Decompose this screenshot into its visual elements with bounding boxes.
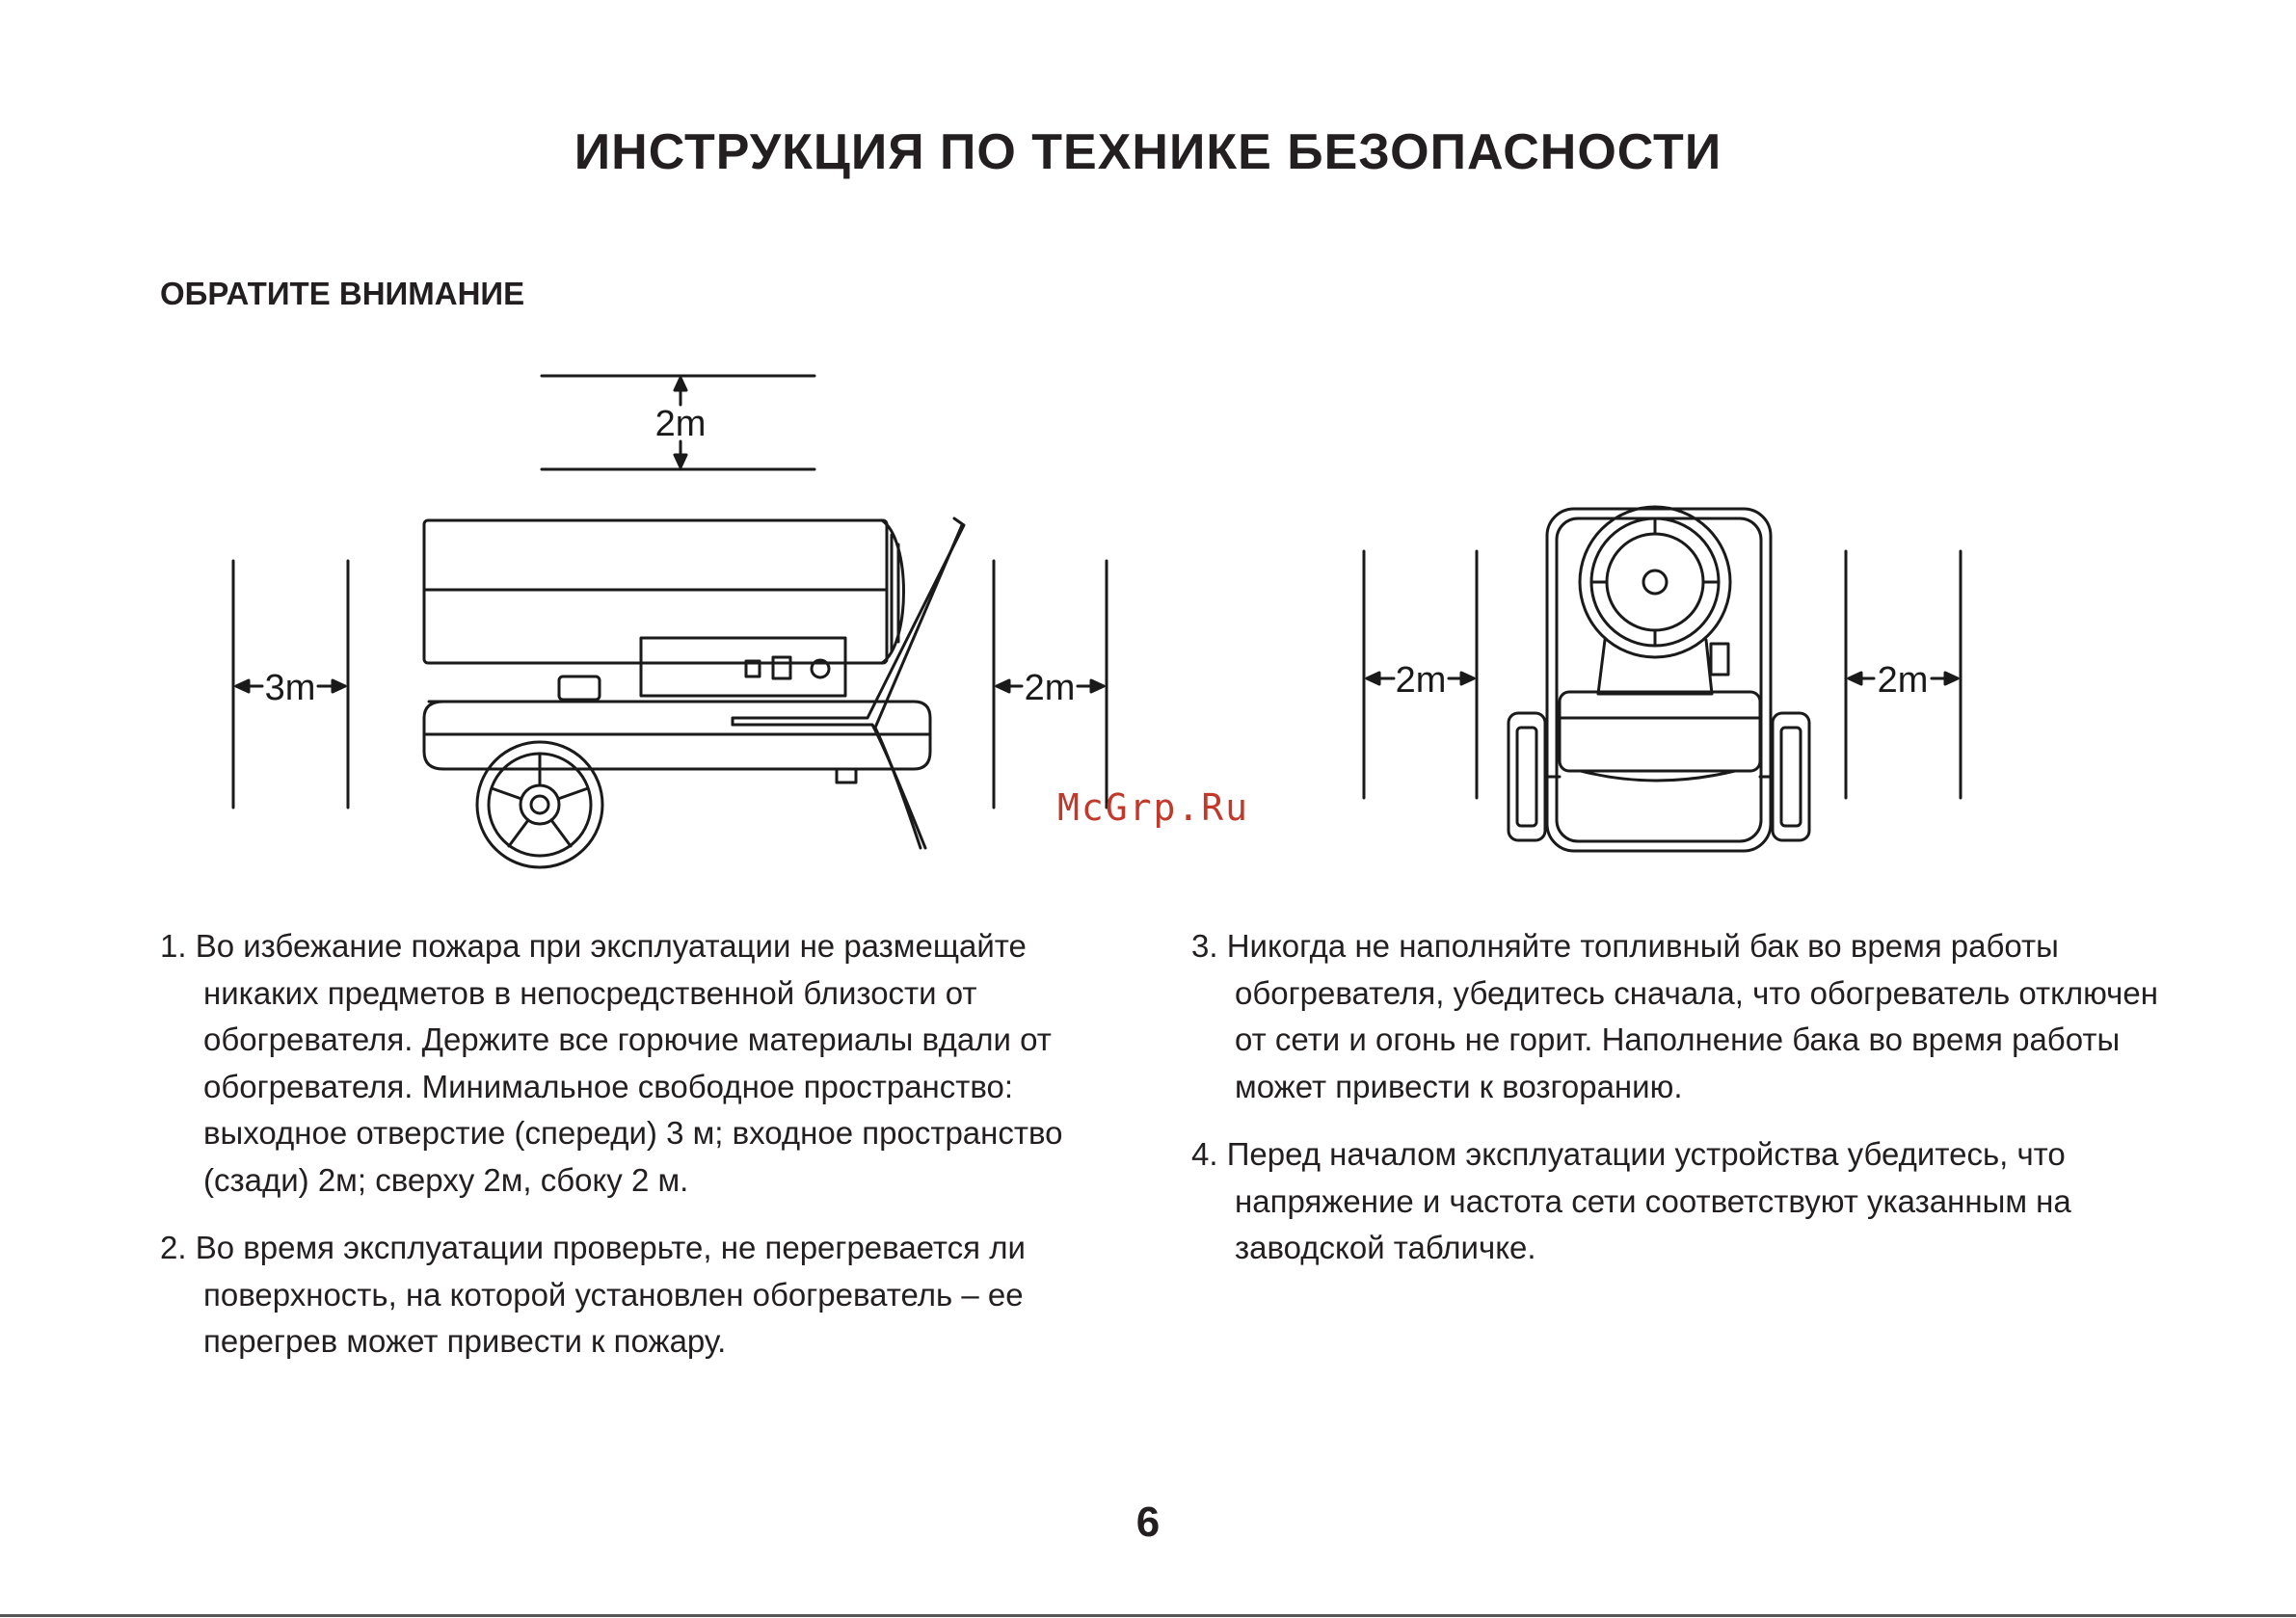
rear-clearance-label: 3m <box>264 668 316 708</box>
instructions-right-column <box>1191 923 2175 1293</box>
page-bottom-border <box>0 1614 2296 1617</box>
watermark: McGrp.Ru <box>1057 786 1250 829</box>
instruction-item-2: 2. Во время эксплуатации проверьте, не перегревается ли поверхность, на которой установлен обогреватель – ее перегрев может привести к пожару. <box>160 1230 1026 1359</box>
right-side-clearance-label: 2m <box>1877 660 1929 701</box>
heater-side-view <box>424 518 964 867</box>
instructions-left-column <box>160 923 1085 1387</box>
top-clearance-label: 2m <box>654 404 707 444</box>
heater-front-view <box>1508 507 1809 851</box>
left-side-clearance-label: 2m <box>1395 660 1447 701</box>
instruction-item-1: 1. Во избежание пожара при эксплуатации не размещайте никаких предметов в непосредственной близости от обогревателя. Держите все горючие материалы вдали от обогревателя. Минимальное свободное пространство: выходное отверстие (спереди) 3 м; входное пространство (сзади) 2м; сверху 2м, сбоку 2 м. <box>160 928 1063 1198</box>
instruction-item-4: 4. Перед началом эксплуатации устройства убедитесь, что напряжение и частота сети соответствуют указанным на заводской табличке. <box>1191 1136 2071 1265</box>
instruction-item-3: 3. Никогда не наполняйте топливный бак во время работы обогревателя, убедитесь сначала, что обогреватель отключен от сети и огонь не горит. Наполнение бака во время работы может привести к возгоранию. <box>1191 928 2158 1104</box>
section-heading: ОБРАТИТЕ ВНИМАНИЕ <box>160 276 525 311</box>
page-title: ИНСТРУКЦИЯ ПО ТЕХНИКЕ БЕЗОПАСНОСТИ <box>574 124 1722 180</box>
front-clearance-label: 2m <box>1024 668 1076 708</box>
page-number: 6 <box>1135 1499 1161 1546</box>
